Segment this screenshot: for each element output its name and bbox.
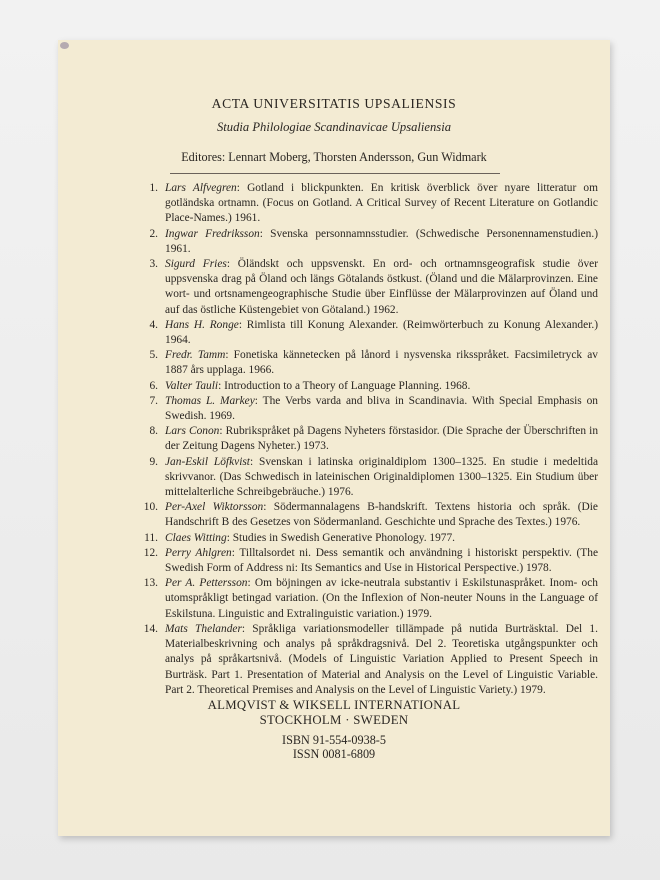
publication-item [136,181,598,227]
publication-description: : Rubrikspråket på Dagens Nyheters förstasidor. (Die Sprache der Überschriften in der Zeitung Dagens Nyheter.) 1973. [165,425,599,453]
publication-number: 5. [149,349,158,362]
publication-author: Per A. Pettersson [165,577,248,590]
publication-author: Perry Ahlgren [165,546,232,559]
publication-description: : Öländskt och uppsvenskt. En ord- och ortnamnsgeografisk studie över uppsvenska drag på Öland och längs Götalands östkust. (Öland und die Mälarprovinzen. Eine wort- und ortsnamengeographische Studie über Einflüsse der Mälarprovinzen auf Öland und auf das östliche Küstengebiet von Götaland.) 1962. [165,258,599,316]
publication-number: 7. [149,394,158,407]
publication-number: 9. [149,455,158,468]
publication-number: 3. [149,258,158,271]
publication-number: 12. [143,546,158,559]
publication-number: 4. [149,318,158,331]
publication-author: Thomas L. Markey [165,394,255,407]
publication-description: : Södermannalagens B-handskrift. Textens historia och språk. (Die Handschrift B des Gesetzes von Södermanland. Geschichte und Sprache des Textes.) 1976. [165,501,598,529]
publication-description: : Fonetiska kännetecken på lånord i nysvenska riksspråket. Facsimiletryck av 1887 års upplaga. 1966. [165,349,598,377]
publication-item [136,379,598,394]
publication-number: 11. [144,531,158,544]
publication-description: : Rimlista till Konung Alexander. (Reimwörterbuch zu Konung Alexander.) 1964. [165,318,598,347]
publication-item [136,424,598,454]
isbn-number: ISBN 91-554-0938-5 [282,733,386,747]
publication-author: Valter Tauli [165,379,219,392]
publication-number: 2. [149,227,158,240]
publication-description: : Tilltalsordet ni. Dess semantik och användning i historiskt perspektiv. (The Swedish Form of Address ni: Its Semantics and Use in Historical Perspective.) 1978. [165,546,599,575]
publication-description: : Gotland i blickpunkten. En kritisk överblick över nyare litteratur om gotländska ortnamn. (Focus on Gotland. A Critical Survey of Recent Literature on Gotlandic Place-Names.) 1961. [165,182,598,225]
publication-item [136,455,598,501]
publication-description: : Om böjningen av icke-neutrala substantiv i Eskilstunaspråket. Inom- och utomspråkligt betingad variation. (On the Inflexion of Non-neuter Nouns in the Language of Eskilstuna. Linguistic and Extralinguistic variation.) 1979. [165,577,598,620]
publication-number: 1. [149,182,158,194]
publication-item [136,546,598,576]
publication-author: Hans H. Ronge [165,318,239,331]
publication-number: 14. [143,622,158,635]
publication-author: Jan-Eskil Löfkvist [165,455,250,468]
corner-wear-mark [60,42,69,49]
publication-item [136,257,598,318]
publication-number: 8. [149,425,158,438]
publication-item [136,500,598,530]
series-subtitle: Studia Philologiae Scandinavicae Upsaliensia [217,120,451,134]
publication-author: Fredr. Tamm [165,349,226,362]
publication-number: 13. [143,577,158,590]
publisher-city: STOCKHOLM · SWEDEN [259,713,409,727]
publication-author: Claes Witting [165,531,227,544]
editors-line: Editores: Lennart Moberg, Thorsten Andersson, Gun Widmark [181,150,487,164]
publication-author: Mats Thelander [165,622,242,635]
publication-description: : Svenskan i latinska originaldiplom 1300–1325. En studie i medeltida skrivvanor. (Das Schwedisch in lateinischen Originaldiplomen 1300–1325. Ein Studium über mittelalterliche Schreibgebräuche.) 1976. [165,455,599,499]
publisher-name: ALMQVIST & WIKSELL INTERNATIONAL [207,698,461,712]
publication-author: Lars Conon [165,425,220,438]
publication-description: : Språkliga variationsmodeller tillämpade på nutida Burträsktal. Del 1. Materialbeskrivning och analys på språkdragsnivå. Del 2. Teoretiska utgångspunkter och analys på språkartsnivå. (Models of Linguistic Variation Applied to Present Speech in Burträsk. Part 1. Presentation of Material and Analysis on the Level of Linguistic Variable. Part 2. Theoretical Premises and Analysis on the Level of Linguistic Variety.) 1979. [165,622,598,696]
publication-item [136,531,598,546]
publication-description: : Studies in Swedish Generative Phonology. 1977. [226,531,456,544]
divider-rule [170,173,500,174]
publication-number: 6. [149,379,158,392]
publication-item [136,622,598,698]
publication-item [136,227,598,257]
publication-description: : Svenska personnamnsstudier. (Schwedische Personennamenstudien.) 1961. [165,227,599,255]
publication-item [136,348,598,378]
publication-item [136,318,598,348]
publication-item [136,576,598,622]
series-title: ACTA UNIVERSITATIS UPSALIENSIS [211,96,457,111]
publication-description: : Introduction to a Theory of Language Planning. 1968. [218,379,471,392]
publication-author: Lars Alfvegren [165,182,237,194]
publication-author: Ingwar Fredriksson [165,227,260,240]
issn-number: ISSN 0081-6809 [292,747,376,761]
publication-author: Sigurd Fries [165,258,227,271]
publication-number: 10. [143,501,158,514]
book-back-cover [58,40,610,836]
publication-list [136,181,598,698]
publication-item [136,394,598,424]
publication-author: Per-Axel Wiktorsson [165,501,264,514]
publication-description: : The Verbs varda and bliva in Scandinavia. With Special Emphasis on Swedish. 1969. [165,394,598,423]
